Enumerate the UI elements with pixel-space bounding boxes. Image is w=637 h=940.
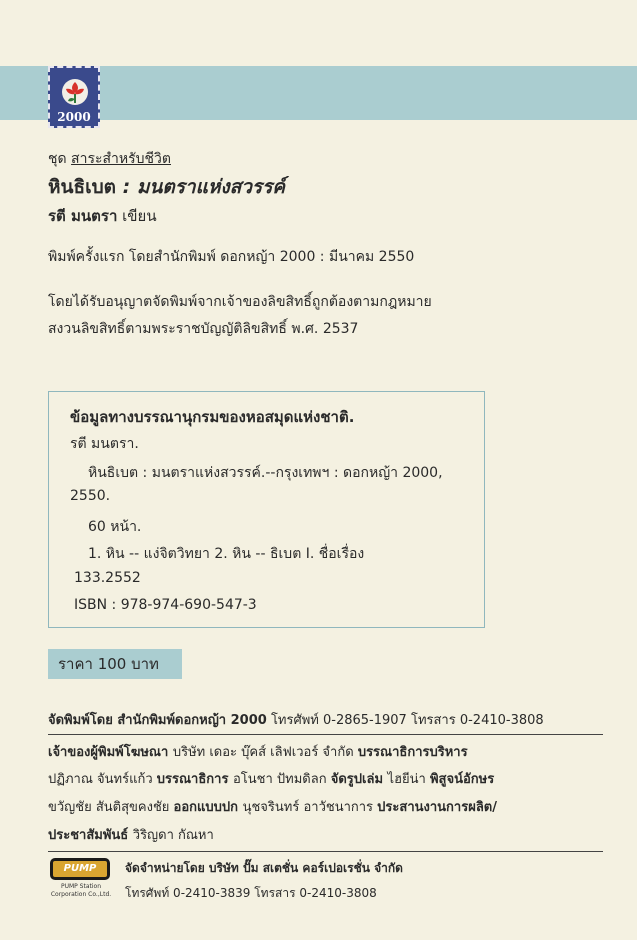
cip-line: 1. หิน -- แง่จิตวิทยา 2. หิน -- ธิเบต I. ชื่อเรื่อง — [88, 546, 365, 562]
logo-year: 2000 — [57, 110, 91, 124]
license-line: สงวนลิขสิทธิ์ตามพระราชบัญญัติลิขสิทธิ์ พ.ศ. 2537 — [48, 321, 359, 337]
staff-name: ไฮยีน่า — [387, 772, 430, 787]
publisher-logo — [48, 66, 100, 128]
cip-line: รตี มนตรา. — [70, 436, 139, 452]
staff-role: ประสานงานการผลิต/ — [377, 800, 497, 815]
staff-line — [48, 741, 468, 762]
series-label: ชุด — [48, 151, 67, 167]
staff-line — [48, 824, 214, 845]
distributor-logo — [48, 858, 114, 904]
cip-line: หินธิเบต : มนตราแห่งสวรรค์.--กรุงเทพฯ : ดอกหญ้า 2000, — [88, 465, 443, 481]
title-main: หินธิเบต — [48, 176, 117, 198]
cip-isbn: ISBN : 978-974-690-547-3 — [74, 597, 257, 613]
divider — [48, 734, 603, 735]
divider — [48, 851, 603, 852]
staff-line — [48, 796, 497, 817]
cip-line: 133.2552 — [74, 570, 141, 586]
license-line: โดยได้รับอนุญาตจัดพิมพ์จากเจ้าของลิขสิทธิ์ถูกต้องตามกฎหมาย — [48, 294, 432, 310]
lotus-flower-stamp-icon — [60, 77, 90, 107]
cip-line: 2550. — [70, 488, 111, 504]
staff-line — [48, 768, 494, 789]
staff-name: นุชจรินทร์ อาวัชนาการ — [242, 800, 378, 815]
series-name: สาระสำหรับชีวิต — [71, 151, 171, 167]
title-subtitle: : มนตราแห่งสวรรค์ — [122, 176, 286, 198]
publisher-line — [48, 709, 544, 730]
series-line — [48, 148, 171, 170]
pump-logo-caption: PUMP Station Corporation Co.,Ltd. — [50, 883, 112, 898]
staff-role: พิสูจน์อักษร — [429, 772, 495, 787]
edition-line: พิมพ์ครั้งแรก โดยสำนักพิมพ์ ดอกหญ้า 2000 : มีนาคม 2550 — [48, 249, 415, 265]
author-line — [48, 204, 157, 228]
author-name: รตี มนตรา — [48, 207, 118, 225]
staff-name: ปฏิภาณ จันทร์แก้ว — [48, 772, 157, 787]
staff-name: อโนชา ปัทมดิลก — [232, 772, 331, 787]
staff-name: วิริญดา กัณหา — [132, 828, 214, 843]
staff-role: ออกแบบปก — [173, 800, 243, 815]
cip-heading: ข้อมูลทางบรรณานุกรมของหอสมุดแห่งชาติ. — [70, 408, 355, 426]
cip-box — [48, 391, 485, 628]
pump-logo-badge: PUMP — [50, 858, 110, 880]
distributor-line: จัดจำหน่ายโดย บริษัท ปั๊ม สเตชั่น คอร์เปอเรชั่น จำกัด — [125, 861, 403, 875]
book-title — [48, 172, 285, 202]
staff-name: บริษัท เดอะ บุ๊คส์ เลิฟเวอร์ จำกัด — [172, 745, 358, 760]
distributor-contact: โทรศัพท์ 0-2410-3839 โทรสาร 0-2410-3808 — [125, 886, 377, 900]
staff-name: ขวัญชัย สันติสุขคงชัย — [48, 800, 174, 815]
staff-role: ประชาสัมพันธ์ — [48, 828, 133, 843]
publisher-label: จัดพิมพ์โดย สำนักพิมพ์ดอกหญ้า 2000 — [48, 713, 267, 728]
staff-role: บรรณาธิการบริหาร — [357, 745, 468, 760]
author-role: เขียน — [122, 207, 157, 225]
publisher-contact: โทรศัพท์ 0-2865-1907 โทรสาร 0-2410-3808 — [270, 713, 544, 728]
staff-role: บรรณาธิการ — [156, 772, 233, 787]
staff-role: จัดรูปเล่ม — [330, 772, 388, 787]
cip-line: 60 หน้า. — [88, 519, 142, 535]
price-tag: ราคา 100 บาท — [48, 649, 182, 679]
staff-role: เจ้าของผู้พิมพ์โฆษณา — [48, 745, 173, 760]
